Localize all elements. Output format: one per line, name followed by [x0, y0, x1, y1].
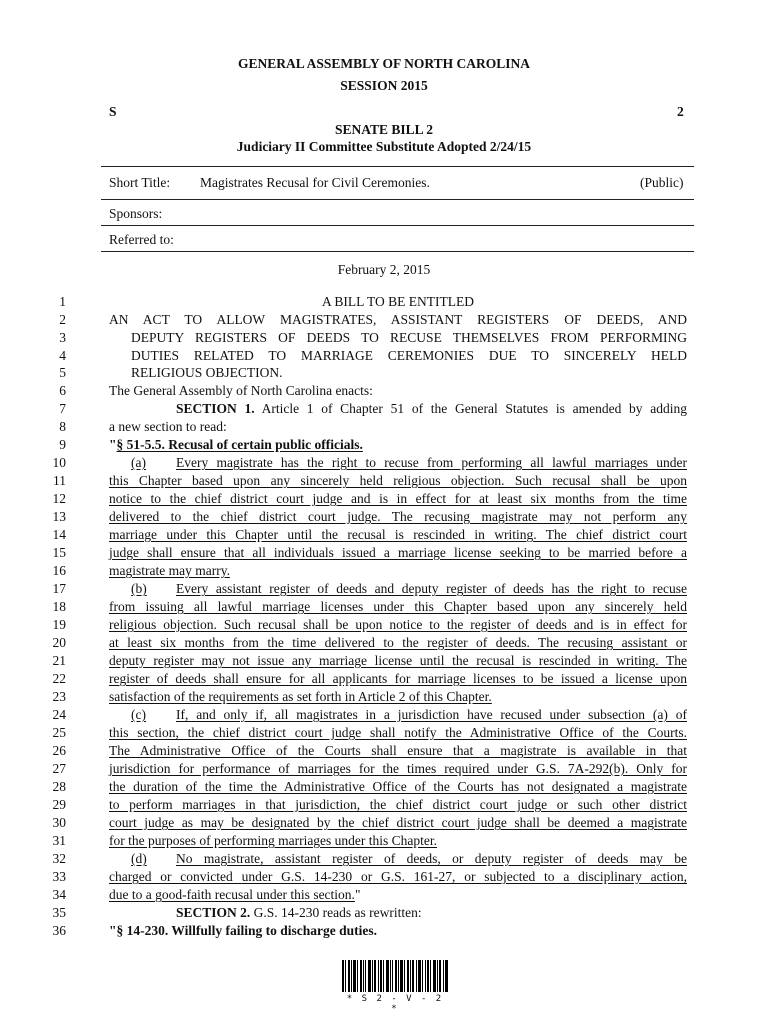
line-number: 25 [52, 725, 66, 740]
line-number: 12 [52, 491, 66, 506]
bill-line [109, 437, 687, 453]
bill-line: this section, the chief district court judge shall notify the Administrative Office of the Courts. [109, 725, 687, 740]
section-title: § 51-5.5. Recusal of certain public officials. [116, 437, 363, 452]
line-number: 27 [52, 761, 66, 776]
bill-line: No magistrate, assistant register of deeds, or deputy register of deeds may be [176, 851, 687, 866]
line-number: 23 [52, 689, 66, 704]
line-number: 28 [52, 779, 66, 794]
line-text: Article 1 of Chapter 51 of the General Statutes is amended by adding [254, 401, 687, 416]
line-number: 36 [52, 923, 66, 938]
bill-line: DUTIES RELATED TO MARRIAGE CEREMONIES DUE TO SINCERELY HELD [131, 348, 687, 363]
bill-line: DEPUTY REGISTERS OF DEEDS TO RECUSE THEMSELVES FROM PERFORMING [131, 330, 687, 345]
bill-line: a new section to read: [109, 419, 227, 434]
bill-line: deputy register may not issue any marriage license until the recusal is rescinded in writing. The [109, 653, 687, 668]
line-number: 18 [52, 599, 66, 614]
line-number: 4 [59, 348, 66, 363]
bill-line: religious objection. Such recusal shall be upon notice to the register of deeds and is in effect for [109, 617, 687, 632]
divider [101, 225, 694, 226]
line-number: 33 [52, 869, 66, 884]
barcode-label: * S 2 - V - 2 * [346, 994, 444, 1014]
section-heading: SECTION 2. [176, 905, 251, 920]
bill-date: February 2, 2015 [337, 262, 431, 277]
bill-line: Every magistrate has the right to recuse from performing all lawful marriages under [176, 455, 687, 470]
short-title-label: Short Title: [109, 175, 171, 190]
line-text: due to a good-faith recusal under this section. [109, 887, 355, 902]
line-number: 13 [52, 509, 66, 524]
bill-line: Every assistant register of deeds and deputy register of deeds has the right to recuse [176, 581, 687, 596]
line-number: 19 [52, 617, 66, 632]
bill-line: The Administrative Office of the Courts shall ensure that a magistrate is available in that [109, 743, 687, 758]
bill-line: judge shall ensure that all individuals issued a marriage license seeking to be married before a [109, 545, 687, 560]
line-number: 14 [52, 527, 66, 542]
subsection-marker: (b) [131, 581, 147, 596]
bill-line: delivered to the chief district court judge. The recusing magistrate may not perform any [109, 509, 687, 524]
line-number: 20 [52, 635, 66, 650]
line-number: 29 [52, 797, 66, 812]
bill-line: the duration of the time the Administrative Office of the Courts has not designated a magistrate [109, 779, 687, 794]
bill-line: for the purposes of performing marriages under this Chapter. [109, 833, 438, 848]
line-number: 17 [52, 581, 66, 596]
subsection-marker: (c) [131, 707, 146, 722]
referred-label: Referred to: [109, 232, 174, 247]
section-title: § 14-230. Willfully failing to discharge duties. [116, 923, 378, 938]
bill-title: SENATE BILL 2 [334, 122, 434, 137]
line-number: 24 [52, 707, 66, 722]
line-number: 31 [52, 833, 66, 848]
line-number: 34 [52, 887, 66, 902]
bill-line [109, 923, 687, 939]
version-number: 2 [677, 104, 684, 119]
line-number: 32 [52, 851, 66, 866]
bill-line: notice to the chief district court judge and is in effect for at least six months from the time [109, 491, 687, 506]
bill-line: If, and only if, all magistrates in a jurisdiction have recused under subsection (a) of [176, 707, 687, 722]
quote-mark: " [354, 887, 361, 902]
bill-line [176, 905, 687, 921]
bill-line: from issuing all lawful marriage licenses under this Chapter based upon any sincerely held [109, 599, 687, 614]
bill-line: RELIGIOUS OBJECTION. [131, 365, 283, 380]
quote-mark: " [109, 437, 117, 452]
sponsors-label: Sponsors: [109, 206, 163, 221]
public-label: (Public) [640, 175, 684, 190]
line-number: 10 [52, 455, 66, 470]
divider [101, 199, 694, 200]
bill-line: magistrate may marry. [109, 563, 230, 578]
line-number: 21 [52, 653, 66, 668]
divider [101, 251, 694, 252]
barcode [342, 960, 448, 992]
session-title: SESSION 2015 [340, 78, 428, 93]
bill-line: charged or convicted under G.S. 14-230 or G.S. 161-27, or subjected to a disciplinary action, [109, 869, 687, 884]
bill-line: register of deeds shall ensure for all applicants for marriage licenses to be issued a license upon [109, 671, 687, 686]
bill-line: jurisdiction for performance of marriages for the times required under G.S. 7A-292(b). Only for [109, 761, 687, 776]
subsection-marker: (a) [131, 455, 146, 470]
line-number: 1 [59, 294, 66, 309]
line-number: 30 [52, 815, 66, 830]
bill-line: A BILL TO BE ENTITLED [322, 294, 474, 309]
line-number: 5 [59, 365, 66, 380]
line-number: 8 [59, 419, 66, 434]
line-number: 35 [52, 905, 66, 920]
bill-line: marriage under this Chapter until the recusal is rescinded in writing. The chief district court [109, 527, 687, 542]
line-number: 26 [52, 743, 66, 758]
bill-line: court judge as may be designated by the chief district court judge shall be deemed a magistrate [109, 815, 687, 830]
line-text: G.S. 14-230 reads as rewritten: [250, 905, 422, 920]
bill-line [109, 887, 687, 903]
line-number: 15 [52, 545, 66, 560]
line-number: 22 [52, 671, 66, 686]
assembly-title: GENERAL ASSEMBLY OF NORTH CAROLINA [237, 56, 531, 71]
bill-line [176, 401, 687, 417]
section-heading: SECTION 1. [176, 401, 255, 416]
line-number: 2 [59, 312, 66, 327]
line-number: 3 [59, 330, 66, 345]
chamber-code: S [109, 104, 117, 119]
line-number: 6 [59, 383, 66, 398]
line-number: 11 [53, 473, 66, 488]
bill-line: to perform marriages in that jurisdiction, the chief district court judge or such other district [109, 797, 687, 812]
subsection-marker: (d) [131, 851, 147, 866]
bill-line: The General Assembly of North Carolina enacts: [109, 383, 373, 398]
line-number: 9 [59, 437, 66, 452]
quote-mark: " [109, 923, 117, 938]
line-number: 16 [52, 563, 66, 578]
bill-line: this Chapter based upon any sincerely held religious objection. Such recusal shall be upon [109, 473, 687, 488]
line-number: 7 [59, 401, 66, 416]
bill-line: AN ACT TO ALLOW MAGISTRATES, ASSISTANT REGISTERS OF DEEDS, AND [109, 312, 687, 327]
bill-line: at least six months from the time delivered to the register of deeds. The recusing assistant or [109, 635, 687, 650]
bill-line: satisfaction of the requirements as set forth in Article 2 of this Chapter. [109, 689, 492, 704]
short-title: Magistrates Recusal for Civil Ceremonies. [200, 175, 430, 190]
committee-substitute: Judiciary II Committee Substitute Adopted 2/24/15 [236, 139, 532, 154]
divider [101, 166, 694, 167]
